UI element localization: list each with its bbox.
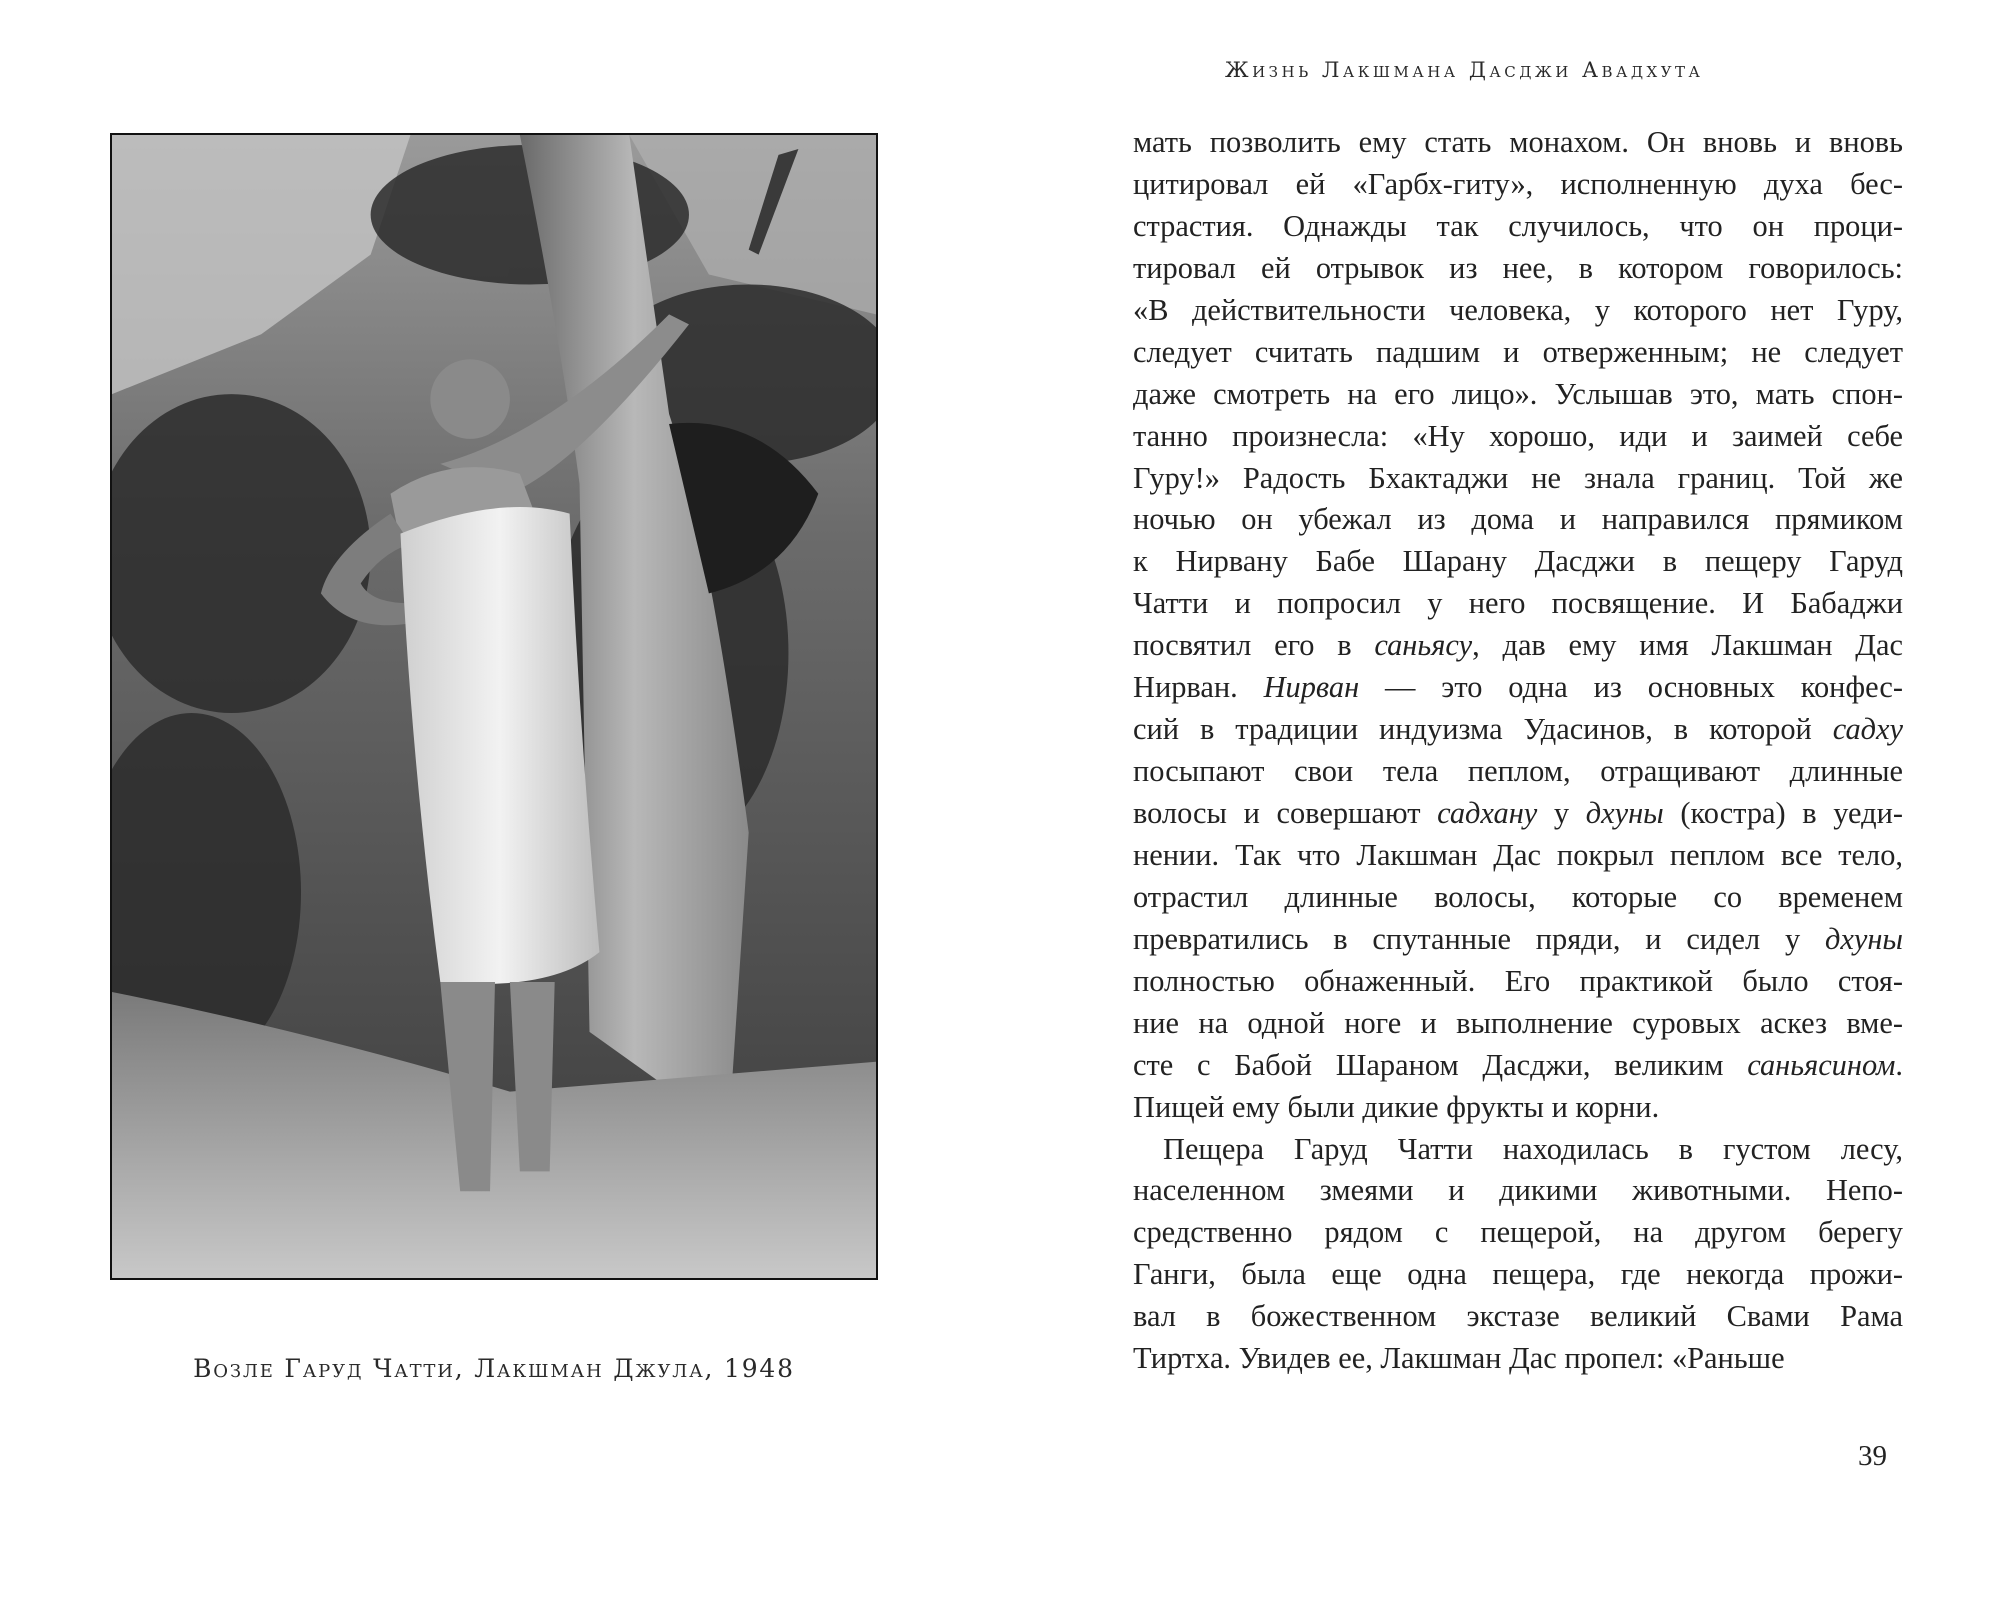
text-line bbox=[1133, 919, 1903, 961]
text-segment: тировал ей отрывок из нее, в котором говорилось: bbox=[1133, 250, 1903, 285]
text-segment: даже смотреть на его лицо». Услышав это, мать спон- bbox=[1133, 376, 1903, 411]
text-segment: , дав ему имя Лакшман Дас bbox=[1472, 628, 1903, 663]
text-segment: Гуру!» Радость Бхактаджи не знала границ. Той же bbox=[1133, 460, 1903, 495]
text-segment: нении. Так что Лакшман Дас покрыл пеплом все тело, bbox=[1133, 837, 1903, 872]
text-segment: Пещера Гаруд Чатти находилась в густом лесу, bbox=[1163, 1131, 1903, 1166]
italic-term: саньясином bbox=[1747, 1047, 1896, 1082]
text-line bbox=[1133, 1129, 1903, 1171]
text-line bbox=[1133, 1170, 1903, 1212]
italic-term: дхуны bbox=[1824, 921, 1903, 956]
text-line bbox=[1133, 1338, 1903, 1380]
text-segment: ние на одной ноге и выполнение суровых аскез вме- bbox=[1133, 1005, 1903, 1040]
text-line bbox=[1133, 793, 1903, 835]
italic-term: дхуны bbox=[1585, 796, 1664, 830]
text-segment: ночью он убежал из дома и направился прямиком bbox=[1133, 502, 1903, 537]
text-line bbox=[1133, 751, 1903, 793]
text-line bbox=[1133, 1296, 1903, 1338]
text-segment: к Нирвану Бабе Шарану Дасджи в пещеру Гаруд bbox=[1133, 544, 1903, 579]
text-segment: превратились в спутанные пряди, и сидел у bbox=[1133, 921, 1825, 956]
photo-caption: Возле Гаруд Чатти, Лакшман Джула, 1948 bbox=[193, 1354, 795, 1383]
photo-illustration bbox=[112, 135, 876, 1278]
text-line bbox=[1133, 835, 1903, 877]
text-line bbox=[1133, 206, 1903, 248]
text-line bbox=[1133, 877, 1903, 919]
text-segment: — это одна из основных конфес- bbox=[1359, 670, 1903, 705]
text-segment: следует считать падшим и отверженным; не следует bbox=[1133, 334, 1903, 369]
text-segment: полностью обнаженный. Его практикой было стоя- bbox=[1133, 963, 1903, 998]
italic-term: садхану bbox=[1437, 796, 1538, 830]
text-line bbox=[1133, 1045, 1903, 1087]
text-segment: мать позволить ему стать монахом. Он вновь и вновь bbox=[1133, 125, 1903, 159]
text-line bbox=[1133, 1212, 1903, 1254]
text-segment: посыпают свои тела пеплом, отращивают длинные bbox=[1133, 754, 1903, 789]
text-line bbox=[1133, 290, 1903, 332]
text-line bbox=[1133, 1003, 1903, 1045]
italic-term: Нирван bbox=[1263, 670, 1360, 705]
text-line bbox=[1133, 1254, 1903, 1296]
text-line bbox=[1133, 164, 1903, 206]
body-text bbox=[1133, 122, 1903, 1380]
text-segment: . bbox=[1895, 1047, 1903, 1082]
text-line bbox=[1133, 961, 1903, 1003]
text-segment: цитировал ей «Гарбх-гиту», исполненную духа бес- bbox=[1133, 166, 1903, 201]
text-line bbox=[1133, 667, 1903, 709]
text-line bbox=[1133, 122, 1903, 164]
text-segment: отрастил длинные волосы, которые со временем bbox=[1133, 879, 1903, 914]
text-segment: «В действительности человека, у которого нет Гуру, bbox=[1133, 292, 1903, 327]
text-line bbox=[1133, 1087, 1903, 1129]
text-line bbox=[1133, 416, 1903, 458]
photograph bbox=[110, 133, 878, 1280]
text-line bbox=[1133, 625, 1903, 667]
italic-term: саньясу bbox=[1374, 628, 1473, 663]
text-segment: страстия. Однажды так случилось, что он проци- bbox=[1133, 208, 1903, 243]
text-segment: населенном змеями и дикими животными. Непо- bbox=[1133, 1173, 1903, 1208]
text-segment: Тиртха. Увидев ее, Лакшман Дас пропел: «Раньше bbox=[1133, 1341, 1785, 1376]
text-line bbox=[1133, 709, 1903, 751]
text-segment: Нирван. bbox=[1133, 670, 1264, 705]
text-line bbox=[1133, 458, 1903, 500]
text-segment: Ганги, была еще одна пещера, где некогда прожи- bbox=[1133, 1257, 1903, 1292]
text-segment: Чатти и попросил у него посвящение. И Бабаджи bbox=[1133, 586, 1903, 621]
text-line bbox=[1133, 374, 1903, 416]
text-segment: (костра) в уеди- bbox=[1663, 796, 1903, 830]
text-line bbox=[1133, 499, 1903, 541]
text-segment: средственно рядом с пещерой, на другом берегу bbox=[1133, 1215, 1903, 1250]
text-line bbox=[1133, 583, 1903, 625]
text-segment: сий в традиции индуизма Удасинов, в которой bbox=[1133, 712, 1833, 747]
text-segment: танно произнесла: «Ну хорошо, иди и заимей себе bbox=[1133, 418, 1903, 453]
italic-term: садху bbox=[1832, 712, 1903, 747]
text-segment: вал в божественном экстазе великий Свами Рама bbox=[1133, 1299, 1903, 1334]
text-line bbox=[1133, 248, 1903, 290]
text-segment: посвятил его в bbox=[1133, 628, 1375, 663]
text-segment: сте с Бабой Шараном Дасджи, великим bbox=[1133, 1047, 1748, 1082]
text-line bbox=[1133, 541, 1903, 583]
page-number: 39 bbox=[1858, 1440, 1887, 1472]
text-segment: у bbox=[1537, 796, 1586, 830]
running-head: Жизнь Лакшмана Дасджи Авадхута bbox=[1225, 58, 1704, 82]
text-segment: волосы и совершают bbox=[1133, 796, 1438, 830]
text-line bbox=[1133, 332, 1903, 374]
text-segment: Пищей ему были дикие фрукты и корни. bbox=[1133, 1089, 1660, 1124]
